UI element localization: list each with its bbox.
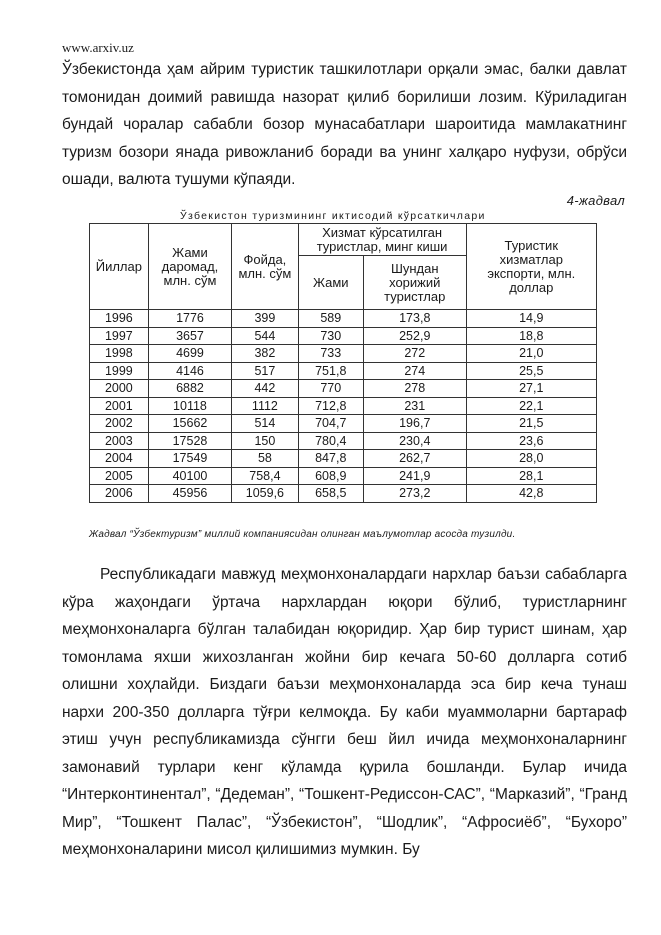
table-cell: 6882	[148, 380, 231, 398]
table-cell: 15662	[148, 415, 231, 433]
table-cell: 1998	[90, 345, 149, 363]
paragraph-intro: Ўзбекистонда ҳам айрим туристик ташкилотлари орқали эмас, балки давлат томонидан доимий равишда назорат қилиб борилиши лозим. Кўриладиган бундай чоралар сабабли бозор мунасабатлари шароитида мамлакатнинг туризм бозори янада ривожланиб боради ва унинг халқаро нуфузи, обрўси ошади, валюта тушуми кўпаяди.	[62, 61, 627, 188]
table-cell: 514	[232, 415, 298, 433]
table-row	[90, 327, 597, 345]
table-row	[90, 450, 597, 468]
table-cell: 517	[232, 362, 298, 380]
table-cell: 1997	[90, 327, 149, 345]
table-cell: 704,7	[298, 415, 363, 433]
table-cell: 2000	[90, 380, 149, 398]
table-note: Жадвал “Ўзбектуризм” миллий компаниясидан олинган маълумотлар асосда тузилди.	[89, 529, 516, 540]
table-cell: 272	[363, 345, 466, 363]
table-cell: 40100	[148, 467, 231, 485]
table-cell: 262,7	[363, 450, 466, 468]
table-cell: 14,9	[466, 310, 596, 328]
table-cell: 150	[232, 432, 298, 450]
table-caption: Ўзбекистон туризмининг иктисодий кўрсаткичлари	[180, 210, 486, 222]
table-cell: 173,8	[363, 310, 466, 328]
table-cell: 21,5	[466, 415, 596, 433]
table-row	[90, 380, 597, 398]
table-cell: 230,4	[363, 432, 466, 450]
table-cell: 2005	[90, 467, 149, 485]
table-cell: 2003	[90, 432, 149, 450]
table-cell: 241,9	[363, 467, 466, 485]
table-cell: 4699	[148, 345, 231, 363]
table-row	[90, 432, 597, 450]
header-tourists: Хизмат кўрсатилган туристлар, минг киши	[298, 224, 466, 256]
table-cell: 733	[298, 345, 363, 363]
table-cell: 231	[363, 397, 466, 415]
table-cell: 2001	[90, 397, 149, 415]
table-cell: 382	[232, 345, 298, 363]
table-cell: 847,8	[298, 450, 363, 468]
table-cell: 589	[298, 310, 363, 328]
table-cell: 3657	[148, 327, 231, 345]
header-profit: Фойда, млн. сўм	[232, 224, 298, 310]
table-row	[90, 467, 597, 485]
table-cell: 21,0	[466, 345, 596, 363]
table-cell: 10118	[148, 397, 231, 415]
table-row	[90, 397, 597, 415]
table-row	[90, 485, 597, 503]
table-cell: 2006	[90, 485, 149, 503]
table-cell: 730	[298, 327, 363, 345]
tourism-indicators-table	[89, 223, 597, 503]
table-cell: 28,0	[466, 450, 596, 468]
header-years: Йиллар	[90, 224, 149, 310]
header-foreign: Шундан хорижий туристлар	[363, 256, 466, 310]
table-cell: 42,8	[466, 485, 596, 503]
table-cell: 27,1	[466, 380, 596, 398]
table-cell: 770	[298, 380, 363, 398]
table-cell: 273,2	[363, 485, 466, 503]
table-cell: 1112	[232, 397, 298, 415]
table-cell: 712,8	[298, 397, 363, 415]
table-body	[90, 310, 597, 503]
table-cell: 278	[363, 380, 466, 398]
site-url: www.arxiv.uz	[62, 40, 134, 55]
table-cell: 608,9	[298, 467, 363, 485]
table-cell: 22,1	[466, 397, 596, 415]
table-row	[90, 362, 597, 380]
table-cell: 18,8	[466, 327, 596, 345]
table-cell: 544	[232, 327, 298, 345]
table-row	[90, 415, 597, 433]
table-cell: 1996	[90, 310, 149, 328]
table-cell: 17549	[148, 450, 231, 468]
table-cell: 58	[232, 450, 298, 468]
table-cell: 25,5	[466, 362, 596, 380]
table-cell: 658,5	[298, 485, 363, 503]
table-cell: 252,9	[363, 327, 466, 345]
table-cell: 28,1	[466, 467, 596, 485]
table-cell: 780,4	[298, 432, 363, 450]
table-cell: 23,6	[466, 432, 596, 450]
table-cell: 1059,6	[232, 485, 298, 503]
header-total: Жами	[298, 256, 363, 310]
table-cell: 2002	[90, 415, 149, 433]
table-cell: 1999	[90, 362, 149, 380]
header-income: Жами даромад, млн. сўм	[148, 224, 231, 310]
table-cell: 758,4	[232, 467, 298, 485]
table-cell: 1776	[148, 310, 231, 328]
header-export: Туристик хизматлар экспорти, млн. доллар	[466, 224, 596, 310]
table-number-label: 4-жадвал	[566, 193, 625, 208]
paragraph-hotels: Республикадаги мавжуд меҳмонхоналардаги нархлар баъзи сабабларга кўра жаҳондаги ўртача нархлардан юқори бўлиб, туристларнинг меҳмонхоналарга бўлган талабидан юқоридир. Ҳар бир турист шинам, ҳар томонлама яхши жихозланган жойни бир кечага 50-60 долларга сотиб олишни хоҳлайди. Биздаги баъзи меҳмонхоналарда эса бир кеча тунаш нархи 200-350 долларга тўғри келмоқда. Бу каби муаммоларни бартараф этиш учун республикамизда сўнгги беш йил ичида меҳмонхоналарнинг замонавий турлари кенг кўламда қурила бошланди. Булар ичида “Интерконтинентал”, “Дедеман”, “Тошкент-Редиссон-САС”, “Марказий”, “Гранд Мир”, “Тошкент Палас”, “Ўзбекистон”, “Шодлик”, “Афросиёб”, “Бухоро” меҳмонхоналарини мисол қилишимиз мумкин. Бу	[62, 566, 627, 858]
table-cell: 442	[232, 380, 298, 398]
table-row	[90, 345, 597, 363]
table-cell: 45956	[148, 485, 231, 503]
table-cell: 196,7	[363, 415, 466, 433]
table-cell: 2004	[90, 450, 149, 468]
table-cell: 17528	[148, 432, 231, 450]
table-cell: 399	[232, 310, 298, 328]
table-cell: 4146	[148, 362, 231, 380]
table-cell: 751,8	[298, 362, 363, 380]
table-row	[90, 310, 597, 328]
table-cell: 274	[363, 362, 466, 380]
